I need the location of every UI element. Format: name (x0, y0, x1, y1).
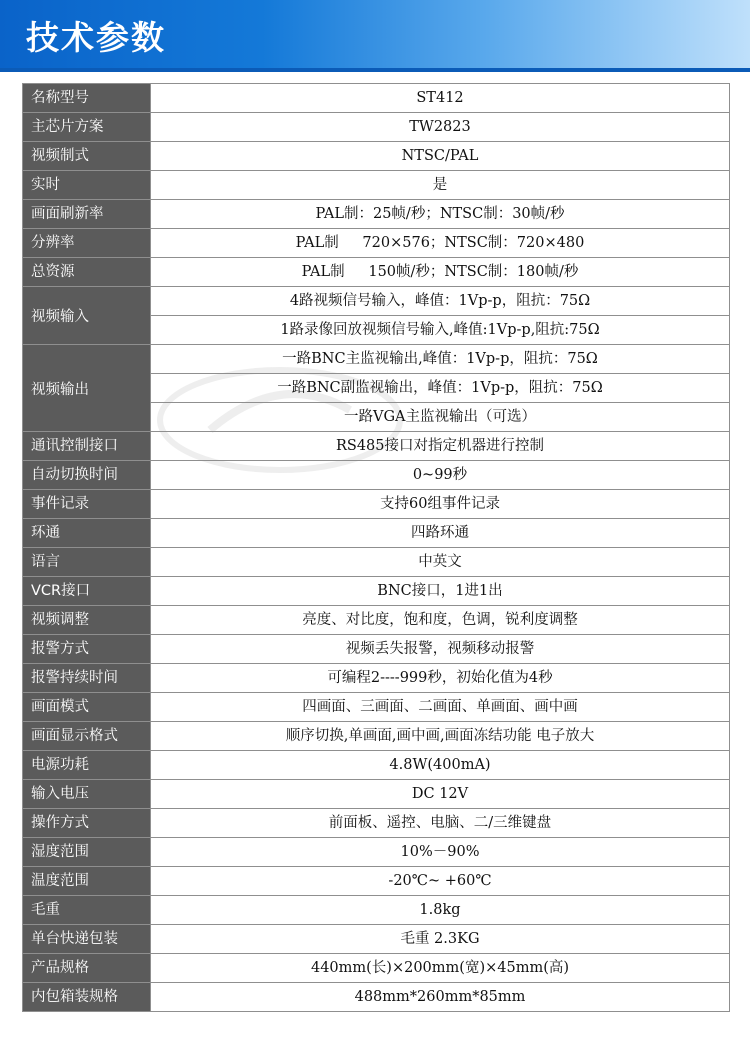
spec-value: 视频丢失报警，视频移动报警 (345, 641, 535, 657)
spec-label: VCR接口 (23, 577, 151, 605)
spec-row (23, 228, 729, 257)
spec-label: 主芯片方案 (23, 113, 151, 141)
spec-label: 单台快递包装 (23, 925, 151, 953)
spec-value: 亮度、对比度，饱和度，色调，锐利度调整 (302, 612, 578, 628)
spec-row (23, 634, 729, 663)
spec-row (23, 605, 729, 634)
spec-row (23, 170, 729, 199)
spec-label: 电源功耗 (23, 751, 151, 779)
spec-table (22, 83, 730, 1012)
spec-label: 毛重 (23, 896, 151, 924)
spec-row (23, 750, 729, 779)
header-banner (0, 0, 750, 72)
spec-row (23, 866, 729, 895)
video-input-group (23, 286, 729, 344)
spec-value: 毛重 2.3KG (400, 931, 480, 947)
spec-value: 440mm(长)×200mm(宽)×45mm(高) (310, 960, 570, 976)
spec-label: 自动切换时间 (23, 461, 151, 489)
spec-label: 语言 (23, 548, 151, 576)
spec-value: 一路VGA主监视输出（可选） (151, 402, 729, 431)
spec-label: 名称型号 (23, 84, 151, 112)
spec-row (23, 431, 729, 460)
spec-label: 事件记录 (23, 490, 151, 518)
spec-row (23, 721, 729, 750)
spec-row (23, 518, 729, 547)
spec-row (23, 924, 729, 953)
spec-label: 温度范围 (23, 867, 151, 895)
spec-value: DC 12V (411, 786, 469, 802)
spec-value: PAL制：25帧/秒；NTSC制：30帧/秒 (315, 206, 565, 222)
spec-label: 环通 (23, 519, 151, 547)
spec-label: 内包箱装规格 (23, 983, 151, 1011)
spec-value: PAL制 150帧/秒；NTSC制：180帧/秒 (301, 264, 579, 280)
spec-row (23, 460, 729, 489)
spec-value: RS485接口对指定机器进行控制 (335, 438, 545, 454)
spec-row (23, 895, 729, 924)
spec-row (23, 489, 729, 518)
spec-label: 画面刷新率 (23, 200, 151, 228)
spec-label: 产品规格 (23, 954, 151, 982)
spec-label: 视频制式 (23, 142, 151, 170)
spec-label: 总资源 (23, 258, 151, 286)
spec-value: -20℃~ +60℃ (388, 873, 492, 889)
spec-value: 1路录像回放视频信号输入,峰值:1Vp-p,阻抗:75Ω (151, 315, 729, 344)
spec-row (23, 199, 729, 228)
spec-label: 操作方式 (23, 809, 151, 837)
spec-row (23, 257, 729, 286)
spec-label: 实时 (23, 171, 151, 199)
spec-label: 报警持续时间 (23, 664, 151, 692)
spec-label: 分辨率 (23, 229, 151, 257)
spec-value: 四路环通 (411, 525, 469, 541)
spec-value: 一路BNC主监视输出,峰值：1Vp-p，阻抗：75Ω (282, 351, 598, 367)
spec-value: 支持60组事件记录 (380, 496, 500, 512)
spec-label: 视频调整 (23, 606, 151, 634)
spec-value: 一路BNC副监视输出，峰值：1Vp-p，阻抗：75Ω (151, 373, 729, 402)
spec-label: 报警方式 (23, 635, 151, 663)
spec-row (23, 576, 729, 605)
spec-value: 488mm*260mm*85mm (354, 989, 526, 1005)
spec-value: 4.8W(400mA) (389, 757, 491, 773)
spec-row (23, 779, 729, 808)
spec-value: 可编程2----999秒，初始化值为4秒 (327, 670, 553, 686)
spec-value: BNC接口，1进1出 (377, 583, 503, 599)
spec-value: 1.8kg (419, 902, 461, 918)
spec-value: 前面板、遥控、电脑、二/三维键盘 (328, 815, 552, 831)
spec-value: 是 (432, 177, 448, 193)
spec-value: 四画面、三画面、二画面、单画面、画中画 (302, 699, 578, 715)
spec-label: 画面模式 (23, 693, 151, 721)
spec-row (23, 547, 729, 576)
spec-value: 4路视频信号输入，峰值：1Vp-p，阻抗：75Ω (289, 293, 591, 309)
spec-label: 通讯控制接口 (23, 432, 151, 460)
spec-value: 0~99秒 (412, 467, 468, 483)
spec-row (23, 112, 729, 141)
spec-label: 画面显示格式 (23, 722, 151, 750)
spec-value: TW2823 (409, 119, 471, 135)
spec-row (23, 663, 729, 692)
spec-value: PAL制 720×576；NTSC制：720×480 (295, 235, 585, 251)
spec-value: 10%－90% (400, 844, 480, 860)
spec-row (23, 953, 729, 982)
page-title: 技术参数 (26, 18, 166, 57)
spec-row (23, 84, 729, 112)
spec-value: NTSC/PAL (401, 148, 479, 164)
spec-value: 顺序切换,单画面,画中画,画面冻结功能 电子放大 (285, 728, 595, 744)
spec-row (23, 982, 729, 1011)
spec-label: 视频输出 (23, 345, 151, 431)
spec-value: ST412 (416, 90, 464, 106)
spec-row (23, 808, 729, 837)
spec-row (23, 837, 729, 866)
spec-label: 输入电压 (23, 780, 151, 808)
spec-label: 湿度范围 (23, 838, 151, 866)
spec-label: 视频输入 (23, 287, 151, 344)
spec-row (23, 141, 729, 170)
video-output-group (23, 344, 729, 431)
spec-row (23, 692, 729, 721)
spec-value: 中英文 (418, 554, 462, 570)
